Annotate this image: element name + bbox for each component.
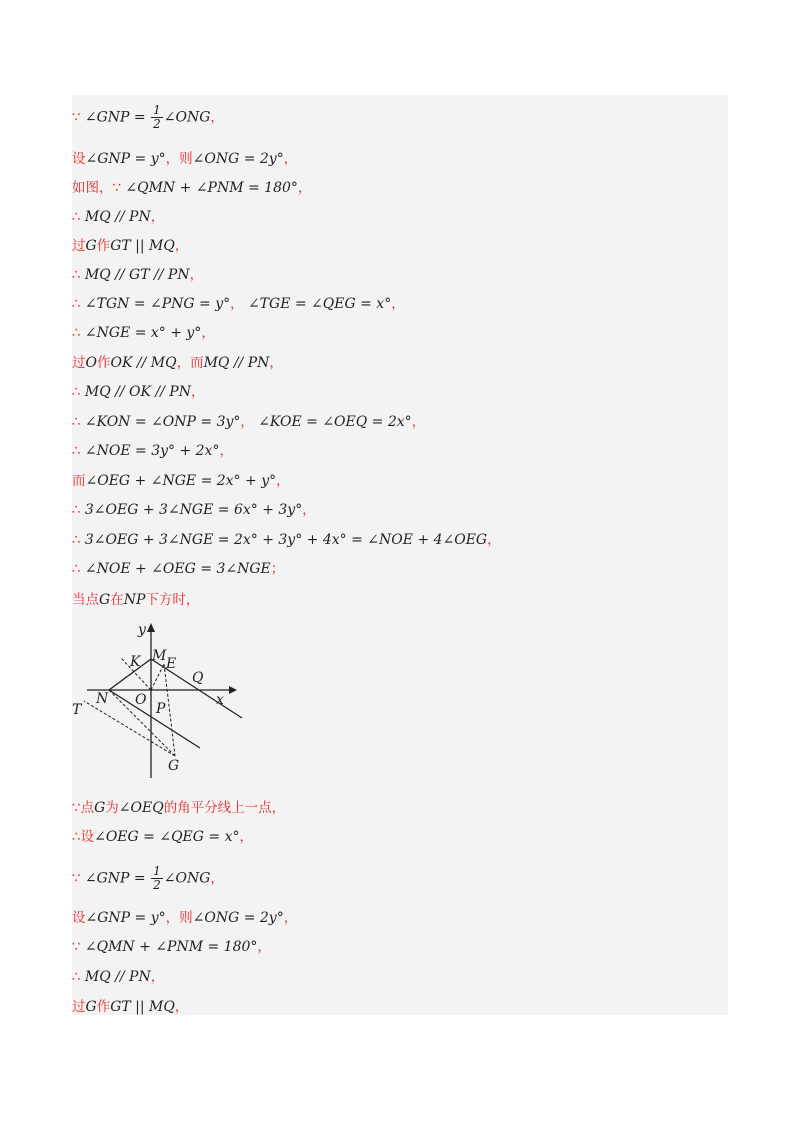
chinese-text: ， [210, 109, 224, 126]
chinese-text: ∵点 [72, 800, 95, 816]
chinese-text: ， [210, 870, 224, 887]
solution-line [72, 996, 188, 1018]
math-expression: NP [123, 592, 146, 608]
solution-line [72, 499, 316, 521]
chinese-text: 作 [96, 355, 111, 371]
label-G: G [168, 758, 180, 774]
solution-line [72, 322, 215, 344]
math-expression: OK // MQ [110, 355, 177, 371]
label-P: P [156, 701, 166, 717]
solution-line [72, 381, 204, 403]
segment-EG [164, 664, 175, 756]
math-expression: ∠KOE = ∠OEQ = 2x° [258, 414, 412, 430]
solution-line [72, 907, 297, 929]
label-E: E [166, 656, 177, 672]
solution-line [72, 529, 501, 551]
chinese-text: 作 [96, 238, 111, 254]
chinese-text: 当点 [72, 592, 99, 608]
label-T: T [72, 702, 82, 718]
chinese-text: ∴ [72, 561, 85, 577]
chinese-text: ， [174, 999, 189, 1015]
solution-line [72, 558, 284, 580]
math-expression: MQ // PN [203, 355, 270, 371]
chinese-text: ， [201, 325, 215, 341]
chinese-text: 为 [105, 800, 119, 816]
chinese-text: ， [269, 355, 283, 371]
math-expression: 3∠OEG + 3∠NGE = 2x° + 3y° + 4x° = ∠NOE + 4∠OEG [84, 532, 488, 548]
chinese-text: ， [219, 443, 233, 459]
chinese-text: 而 [72, 473, 86, 489]
chinese-text: ∴ [72, 969, 85, 985]
math-expression: 3∠OEG + 3∠NGE = 6x° + 3y° [84, 502, 303, 518]
solution-line [72, 826, 253, 848]
chinese-text: 过 [72, 355, 86, 371]
math-expression: ∠OEG = ∠QEG = x° [94, 829, 240, 845]
math-expression: G [94, 800, 106, 816]
chinese-text: ∴ [72, 414, 85, 430]
chinese-text: ∴ [72, 502, 85, 518]
chinese-text: ， [230, 296, 248, 312]
solution-line [72, 264, 203, 286]
chinese-text: ，则 [165, 910, 193, 926]
math-expression: GT || MQ [110, 999, 175, 1015]
solution-line [72, 352, 283, 374]
solution-line [72, 206, 164, 228]
solution-line [72, 177, 311, 199]
geometry-figure [72, 618, 252, 788]
fraction: $\frac{1}{2}$ [153, 864, 161, 892]
chinese-text: ∴ [72, 296, 85, 312]
math-expression: ∠NOE = 3y° + 2x° [84, 443, 220, 459]
chinese-text: ， [411, 414, 426, 430]
solution-line [72, 103, 224, 131]
math-expression: ∠ONG [163, 109, 211, 126]
chinese-text: ， [302, 502, 316, 518]
x-axis-arrow [229, 686, 237, 694]
solution-line [72, 235, 188, 257]
solution-line [72, 293, 405, 315]
math-expression: ∠OEG + ∠NGE = 2x° + y° [85, 473, 277, 489]
chinese-text: ； [270, 561, 285, 577]
chinese-text: 过 [72, 238, 86, 254]
chinese-text: ， [257, 939, 271, 955]
chinese-text: ∴ [72, 325, 85, 341]
chinese-text: ， [283, 151, 298, 167]
chinese-text: ， [174, 238, 189, 254]
math-expression: G [99, 592, 111, 608]
chinese-text: ∵ [72, 870, 85, 887]
math-expression: ∠TGN = ∠PNG = y° [84, 296, 231, 312]
math-expression: ∠NGE = x° + y° [84, 325, 202, 341]
chinese-text: ， [297, 180, 312, 196]
chinese-text: ，而 [176, 355, 204, 371]
chinese-text: ， [239, 829, 253, 845]
math-expression: G [85, 238, 97, 254]
segment-OE [151, 664, 164, 690]
solution-line [72, 440, 233, 462]
chinese-text: 在 [110, 592, 124, 608]
chinese-text: 下方时， [145, 592, 200, 608]
math-expression: ∠ONG [163, 870, 211, 887]
solution-line [72, 148, 297, 170]
y-axis-arrow [147, 623, 155, 632]
chinese-text: ∵ [72, 109, 85, 126]
chinese-text: ， [240, 414, 259, 430]
chinese-text: 如图，∵ [72, 180, 126, 196]
solution-line [72, 411, 425, 433]
chinese-text: ， [150, 969, 165, 985]
chinese-text: ， [487, 532, 501, 548]
solution-line [72, 864, 224, 892]
math-expression: ∠QMN + ∠PNM = 180° [125, 180, 298, 196]
label-y: y [138, 622, 146, 638]
math-expression: ∠GNP = y° [85, 151, 166, 167]
math-expression: ∠TGE = ∠QEG = x° [247, 296, 392, 312]
solution-line [72, 470, 290, 492]
chinese-text: ， [283, 910, 298, 926]
chinese-text: ∵ [72, 939, 85, 955]
chinese-text: ∴设 [72, 829, 95, 845]
chinese-text: ， [189, 267, 204, 283]
math-expression: ∠ONG = 2y° [192, 151, 284, 167]
math-expression: ∠OEQ [118, 800, 164, 816]
chinese-text: ∴ [72, 384, 85, 400]
chinese-text: ∴ [72, 443, 85, 459]
label-M: M [152, 648, 167, 664]
math-expression: MQ // PN [84, 209, 151, 225]
label-K: K [130, 654, 141, 670]
chinese-text: ∴ [72, 532, 85, 548]
math-expression: ∠NOE + ∠OEG = 3∠NGE [84, 561, 271, 577]
chinese-text: 过 [72, 999, 86, 1015]
chinese-text: ， [190, 384, 205, 400]
fraction: $\frac{1}{2}$ [153, 103, 161, 131]
math-expression: ∠ONG = 2y° [192, 910, 284, 926]
chinese-text: 的角平分线上一点， [163, 800, 286, 816]
solution-line [72, 589, 199, 611]
chinese-text: 设 [72, 151, 86, 167]
math-expression: MQ // OK // PN [84, 384, 191, 400]
chinese-text: ∴ [72, 209, 85, 225]
math-expression: O [85, 355, 97, 371]
math-expression: MQ // PN [84, 969, 151, 985]
math-expression: ∠GNP = [84, 870, 151, 887]
label-O: O [135, 692, 147, 708]
chinese-text: 设 [72, 910, 86, 926]
math-expression: GT || MQ [110, 238, 175, 254]
math-expression: ∠KON = ∠ONP = 3y° [84, 414, 241, 430]
chinese-text: ∴ [72, 267, 85, 283]
math-expression: ∠QMN + ∠PNM = 180° [84, 939, 258, 955]
chinese-text: ， [276, 473, 290, 489]
math-expression: ∠GNP = y° [85, 910, 166, 926]
solution-line [72, 966, 164, 988]
chinese-text: ， [391, 296, 405, 312]
math-expression: MQ // GT // PN [84, 267, 190, 283]
line-PN [109, 690, 200, 748]
math-expression: ∠GNP = [84, 109, 151, 126]
label-x: x [216, 692, 224, 708]
math-expression: G [85, 999, 97, 1015]
label-N: N [96, 691, 109, 707]
solution-line [72, 936, 271, 958]
chinese-text: 作 [96, 999, 111, 1015]
solution-line [72, 797, 285, 819]
chinese-text: ，则 [165, 151, 193, 167]
chinese-text: ， [150, 209, 165, 225]
label-Q: Q [192, 670, 204, 686]
